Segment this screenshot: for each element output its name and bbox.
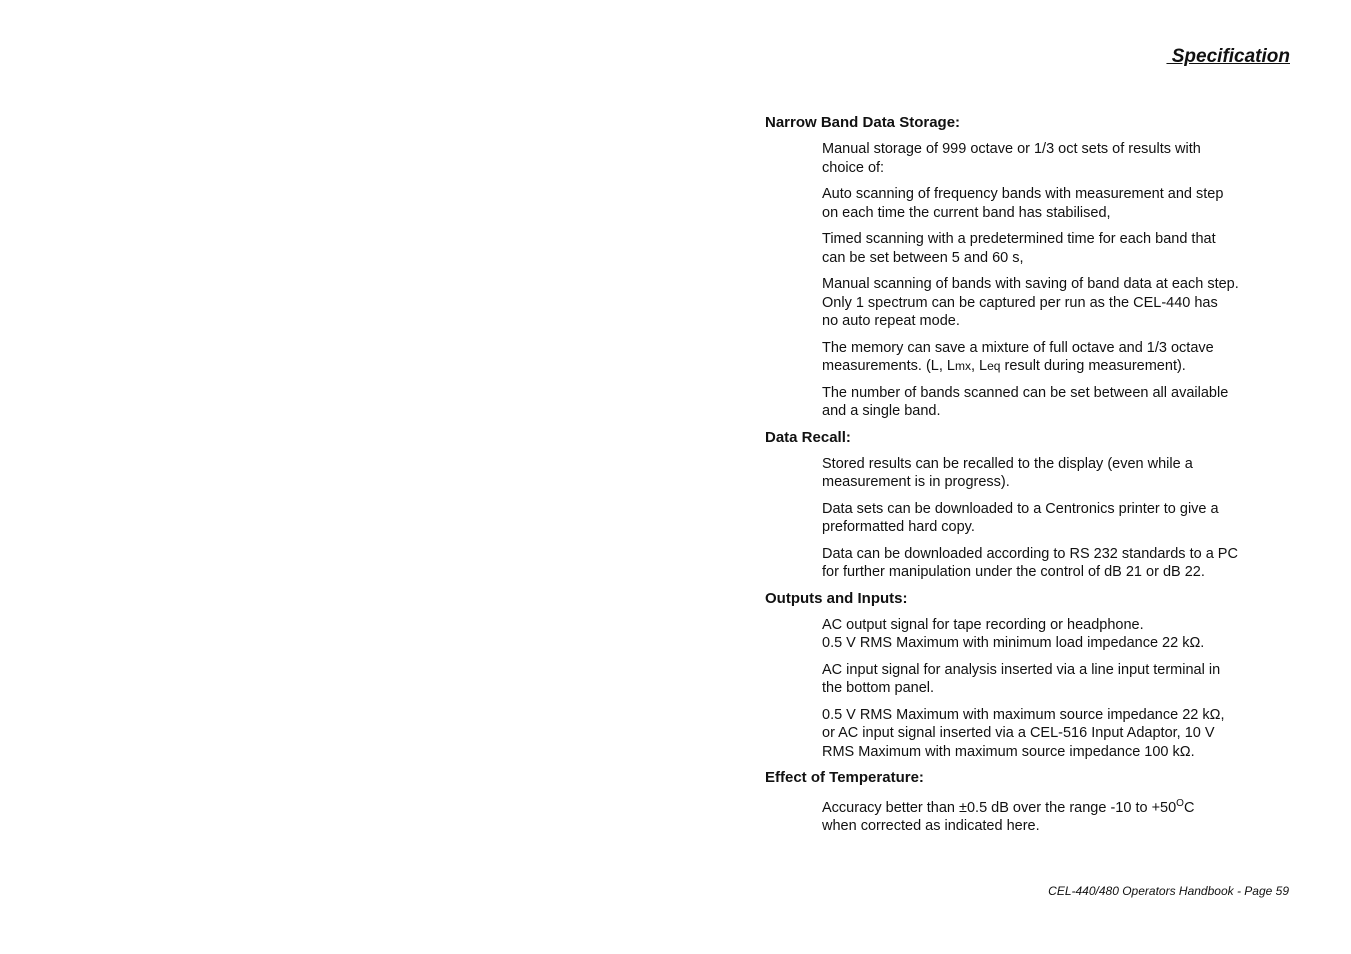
paragraph [822, 185, 1295, 222]
subscript-eq: eq [987, 359, 1001, 373]
text-line: Data can be downloaded according to RS 232 standards to a PC [822, 545, 1238, 562]
degree-superscript: O [1176, 798, 1184, 809]
memory-paragraph [822, 339, 1295, 376]
paragraph [822, 616, 1295, 653]
text-line: when corrected as indicated here. [822, 818, 1040, 835]
text-fragment: C [1183, 799, 1195, 816]
text-line: measurement is in progress). [822, 474, 1010, 490]
paragraph [822, 140, 1295, 177]
paragraph [822, 230, 1295, 267]
paragraph [822, 455, 1295, 492]
text-line: or AC input signal inserted via a CEL-516 Input Adaptor, 10 V [822, 725, 1215, 741]
section-heading: Effect of Temperature: [765, 769, 924, 786]
text-line: on each time the current band has stabilised, [822, 204, 1111, 221]
section-data-recall [765, 429, 1295, 582]
paragraph [822, 500, 1295, 537]
text-line: 0.5 V RMS Maximum with minimum load impedance 22 kΩ. [822, 635, 1205, 651]
section-effect-of-temperature [765, 769, 1295, 836]
bands-paragraph [822, 384, 1295, 421]
paragraph [822, 706, 1295, 762]
section-heading: Data Recall: [765, 428, 851, 446]
text-line: Stored results can be recalled to the display (even while a [822, 455, 1193, 472]
text-line: RMS Maximum with maximum source impedance 100 kΩ. [822, 743, 1195, 760]
text-line: Manual scanning of bands with saving of band data at each step. [822, 276, 1239, 292]
text-fragment: Accuracy better than ±0.5 dB over the range -10 to +50 [822, 799, 1177, 816]
text-fragment: , L [970, 358, 988, 374]
paragraph [822, 661, 1295, 698]
specification-content [765, 114, 1295, 844]
text-line: Timed scanning with a predetermined time for each band that [822, 231, 1216, 247]
text-line: can be set between 5 and 60 s, [822, 249, 1024, 266]
text-line: choice of: [822, 159, 885, 176]
text-line: the bottom panel. [822, 680, 935, 696]
text-line: The number of bands scanned can be set between all available [822, 384, 1229, 401]
text-line: preformatted hard copy. [822, 519, 975, 535]
paragraph [822, 545, 1295, 582]
text-line: for further manipulation under the control of dB 21 or dB 22. [822, 564, 1205, 580]
subscript-mx: mx [954, 359, 971, 373]
section-narrow-band-data-storage [765, 114, 1295, 421]
text-line: no auto repeat mode. [822, 313, 960, 329]
text-line-with-superscript [822, 795, 1295, 817]
text-line: Only 1 spectrum can be captured per run as the CEL-440 has [822, 294, 1218, 311]
text-line: Data sets can be downloaded to a Centronics printer to give a [822, 500, 1219, 517]
text-line: The memory can save a mixture of full octave and 1/3 octave [822, 339, 1214, 356]
section-heading: Narrow Band Data Storage: [765, 114, 961, 131]
text-line: Manual storage of 999 octave or 1/3 oct sets of results with [822, 141, 1201, 157]
temperature-paragraph [822, 795, 1295, 836]
text-fragment: measurements. (L, L [822, 358, 955, 374]
text-line: AC output signal for tape recording or headphone. [822, 616, 1144, 633]
page-footer: CEL-440/480 Operators Handbook - Page 59 [1048, 884, 1289, 898]
text-line: and a single band. [822, 403, 941, 419]
text-line-with-subscripts [822, 357, 1295, 376]
text-fragment: result during measurement). [1000, 358, 1186, 374]
page-title: Specification [1166, 46, 1290, 67]
section-outputs-and-inputs [765, 590, 1295, 762]
text-line: AC input signal for analysis inserted via a line input terminal in [822, 661, 1221, 678]
section-heading: Outputs and Inputs: [765, 589, 908, 607]
paragraph [822, 275, 1295, 331]
text-line: Auto scanning of frequency bands with measurement and step [822, 186, 1224, 202]
text-line: 0.5 V RMS Maximum with maximum source impedance 22 kΩ, [822, 706, 1225, 723]
